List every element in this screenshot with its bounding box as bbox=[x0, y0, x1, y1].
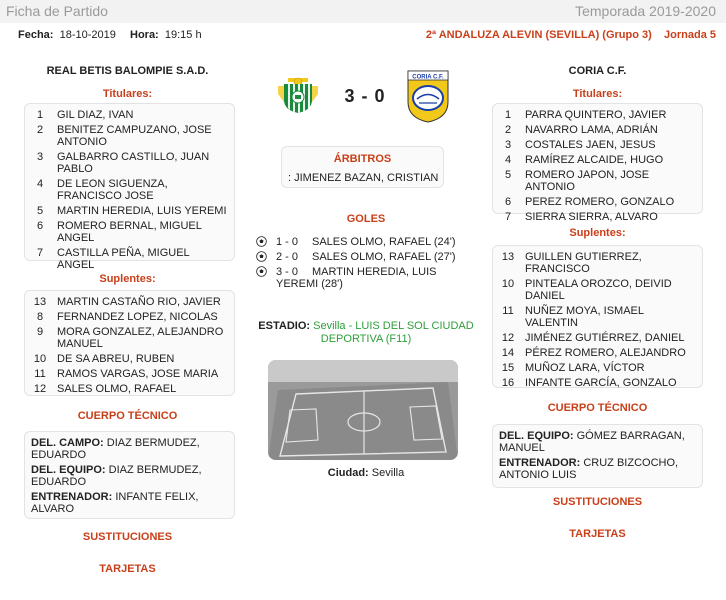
goal-scorer: MARTIN HEREDIA, LUIS YEREMI (28') bbox=[276, 266, 437, 290]
page-header-bar bbox=[0, 0, 726, 23]
goal-score: 3 - 0 bbox=[276, 266, 299, 278]
player-name[interactable]: JIMÉNEZ GUTIÉRREZ, DANIEL bbox=[525, 332, 685, 344]
arbitros-title: ÁRBITROS bbox=[333, 153, 392, 165]
player-row[interactable] bbox=[499, 124, 696, 136]
staff-name[interactable]: DIAZ BERMUDEZ, EDUARDO bbox=[31, 464, 202, 488]
player-name[interactable]: PÉREZ ROMERO, ALEJANDRO bbox=[525, 347, 686, 359]
player-row[interactable] bbox=[31, 368, 228, 380]
player-row[interactable] bbox=[31, 124, 228, 148]
player-name[interactable]: DE LEON SIGUENZA, FRANCISCO JOSE bbox=[57, 178, 168, 202]
goles-list bbox=[256, 236, 476, 293]
player-name[interactable]: INFANTE GARCÍA, GONZALO bbox=[525, 377, 677, 389]
player-number: 6 bbox=[504, 196, 512, 208]
player-row[interactable] bbox=[499, 332, 696, 344]
player-row[interactable] bbox=[499, 169, 696, 193]
player-name[interactable]: MARTIN CASTAÑO RIO, JAVIER bbox=[57, 296, 221, 308]
player-row[interactable] bbox=[499, 362, 696, 374]
player-name[interactable]: PARRA QUINTERO, JAVIER bbox=[525, 109, 667, 121]
player-name[interactable]: GUILLEN GUTIERREZ, FRANCISCO bbox=[525, 251, 642, 275]
home-suplentes-panel bbox=[24, 290, 235, 396]
player-number: 11 bbox=[502, 305, 514, 317]
staff-role: ENTRENADOR: bbox=[31, 491, 113, 503]
player-row[interactable] bbox=[499, 196, 696, 208]
away-team-name[interactable]: CORIA C.F. bbox=[568, 65, 627, 77]
season-label: Temporada 2019-2020 bbox=[575, 3, 716, 19]
player-number: 4 bbox=[36, 178, 44, 190]
page-title: Ficha de Partido bbox=[6, 3, 108, 19]
player-row[interactable] bbox=[31, 296, 228, 308]
player-number: 3 bbox=[504, 139, 512, 151]
away-staff-panel bbox=[492, 424, 703, 488]
away-suplentes-panel bbox=[492, 245, 703, 388]
player-name[interactable]: CASTILLA PEÑA, MIGUEL ANGEL bbox=[57, 247, 190, 271]
staff-role: DEL. EQUIPO: bbox=[31, 464, 106, 476]
estadio-info bbox=[256, 320, 476, 346]
player-name[interactable]: FERNANDEZ LOPEZ, NICOLAS bbox=[57, 311, 218, 323]
staff-row bbox=[31, 491, 228, 515]
staff-role: DEL. EQUIPO: bbox=[499, 430, 574, 442]
player-row[interactable] bbox=[499, 305, 696, 329]
goal-scorer: SALES OLMO, RAFAEL (27') bbox=[312, 251, 456, 263]
player-row[interactable] bbox=[31, 220, 228, 244]
away-tarjetas-title: TARJETAS bbox=[569, 528, 626, 540]
player-row[interactable] bbox=[31, 178, 228, 202]
player-row[interactable] bbox=[31, 353, 228, 365]
match-time bbox=[130, 29, 202, 41]
home-tarjetas-title: TARJETAS bbox=[99, 563, 156, 575]
estadio-value[interactable]: Sevilla - LUIS DEL SOL CIUDAD DEPORTIVA (F11) bbox=[313, 320, 474, 345]
goal-score: 1 - 0 bbox=[276, 236, 299, 248]
player-number: 12 bbox=[501, 332, 515, 344]
home-suplentes-list bbox=[25, 291, 234, 402]
staff-name[interactable]: CRUZ BIZCOCHO, ANTONIO LUIS bbox=[499, 457, 679, 481]
player-row[interactable] bbox=[31, 205, 228, 217]
goal-scorer: SALES OLMO, RAFAEL (24') bbox=[312, 236, 456, 248]
staff-role: DEL. CAMPO: bbox=[31, 437, 104, 449]
ciudad-value: Sevilla bbox=[371, 467, 405, 479]
home-team-name[interactable]: REAL BETIS BALOMPIE S.A.D. bbox=[46, 65, 209, 77]
player-number: 9 bbox=[36, 326, 44, 338]
away-staff-list bbox=[493, 425, 702, 489]
player-number: 11 bbox=[34, 368, 46, 380]
player-number: 6 bbox=[36, 220, 44, 232]
player-number: 12 bbox=[33, 383, 47, 395]
staff-role: ENTRENADOR: bbox=[499, 457, 581, 469]
player-row[interactable] bbox=[31, 247, 228, 271]
player-name[interactable]: SALES OLMO, RAFAEL bbox=[57, 383, 177, 395]
player-name[interactable]: NAVARRO LAMA, ADRIÁN bbox=[525, 124, 658, 136]
away-tecnico-title: CUERPO TÉCNICO bbox=[547, 402, 648, 414]
arbitro-name: : JIMENEZ BAZAN, CRISTIAN bbox=[288, 172, 439, 184]
player-name[interactable]: GIL DIAZ, IVAN bbox=[57, 109, 134, 121]
player-number: 10 bbox=[33, 353, 47, 365]
player-name[interactable]: MUÑOZ LARA, VÍCTOR bbox=[525, 362, 645, 374]
away-suplentes-list bbox=[493, 246, 702, 396]
arbitros-panel bbox=[281, 146, 444, 188]
player-name[interactable]: PEREZ ROMERO, GONZALO bbox=[525, 196, 675, 208]
staff-row bbox=[31, 437, 228, 461]
betis-crest-icon bbox=[274, 72, 322, 116]
player-row[interactable] bbox=[499, 109, 696, 121]
player-row[interactable] bbox=[499, 251, 696, 275]
player-number: 2 bbox=[36, 124, 44, 136]
staff-name[interactable]: INFANTE FELIX, ALVARO bbox=[31, 491, 199, 515]
away-sustituciones-title: SUSTITUCIONES bbox=[552, 496, 643, 508]
player-name[interactable]: MORA GONZALEZ, ALEJANDRO MANUEL bbox=[57, 326, 224, 350]
goal-score: 2 - 0 bbox=[276, 251, 299, 263]
player-number: 4 bbox=[504, 154, 512, 166]
player-name[interactable]: RAMÍREZ ALCAIDE, HUGO bbox=[525, 154, 664, 166]
player-row[interactable] bbox=[499, 278, 696, 302]
player-number: 3 bbox=[36, 151, 44, 163]
player-number: 1 bbox=[36, 109, 44, 121]
player-row[interactable] bbox=[31, 326, 228, 350]
player-row[interactable] bbox=[499, 154, 696, 166]
player-row[interactable] bbox=[499, 347, 696, 359]
player-name[interactable]: PINTEALA OROZCO, DEIVID DANIEL bbox=[525, 278, 672, 302]
home-titulares-list bbox=[25, 104, 234, 278]
player-name[interactable]: COSTALES JAEN, JESUS bbox=[525, 139, 656, 151]
player-number: 5 bbox=[36, 205, 44, 217]
home-staff-panel bbox=[24, 431, 235, 519]
home-titulares-title: Titulares: bbox=[102, 88, 153, 100]
goal-row bbox=[256, 251, 476, 263]
home-sustituciones-title: SUSTITUCIONES bbox=[82, 531, 173, 543]
player-name[interactable]: NUÑEZ MOYA, ISMAEL VALENTIN bbox=[525, 305, 644, 329]
player-number: 15 bbox=[501, 362, 515, 374]
player-name[interactable]: DE SA ABREU, RUBEN bbox=[57, 353, 175, 365]
player-row[interactable] bbox=[31, 151, 228, 175]
date-value: 18-10-2019 bbox=[59, 29, 116, 41]
player-number: 13 bbox=[501, 251, 515, 263]
away-titulares-title: Titulares: bbox=[572, 88, 623, 100]
match-info-row bbox=[0, 29, 726, 45]
home-staff-list bbox=[25, 432, 234, 523]
player-row[interactable] bbox=[31, 383, 228, 395]
jornada-label[interactable]: Jornada 5 bbox=[664, 29, 716, 41]
goles-title: GOLES bbox=[346, 213, 386, 225]
player-number: 8 bbox=[36, 311, 44, 323]
player-number: 7 bbox=[504, 211, 512, 223]
player-row[interactable] bbox=[499, 377, 696, 389]
player-number: 10 bbox=[501, 278, 515, 290]
player-row[interactable] bbox=[31, 311, 228, 323]
date-label: Fecha: bbox=[18, 29, 54, 41]
home-tecnico-title: CUERPO TÉCNICO bbox=[77, 410, 178, 422]
stadium-field-image bbox=[268, 360, 458, 460]
player-number: 16 bbox=[501, 377, 515, 389]
player-number: 1 bbox=[504, 109, 512, 121]
player-name[interactable]: MARTIN HEREDIA, LUIS YEREMI bbox=[57, 205, 227, 217]
player-name[interactable]: RAMOS VARGAS, JOSE MARIA bbox=[57, 368, 219, 380]
match-score: 3 - 0 bbox=[344, 86, 386, 106]
player-row[interactable] bbox=[499, 211, 696, 223]
home-titulares-panel bbox=[24, 103, 235, 271]
soccer-ball-icon bbox=[256, 236, 267, 247]
player-row[interactable] bbox=[31, 109, 228, 121]
ciudad-info bbox=[256, 467, 476, 479]
goal-row bbox=[256, 266, 476, 290]
competition-info[interactable] bbox=[426, 29, 716, 41]
player-name[interactable]: BENITEZ CAMPUZANO, JOSE ANTONIO bbox=[57, 124, 212, 148]
time-value: 19:15 h bbox=[164, 29, 202, 41]
soccer-ball-icon bbox=[256, 251, 267, 262]
coria-crest-icon bbox=[405, 68, 451, 124]
ciudad-label: Ciudad: bbox=[327, 467, 369, 479]
estadio-label: ESTADIO: bbox=[258, 320, 311, 332]
player-name[interactable]: GALBARRO CASTILLO, JUAN PABLO bbox=[57, 151, 210, 175]
away-titulares-panel bbox=[492, 103, 703, 223]
staff-row bbox=[499, 430, 696, 454]
goal-row bbox=[256, 236, 476, 248]
time-label: Hora: bbox=[130, 29, 159, 41]
player-number: 14 bbox=[501, 347, 515, 359]
staff-row bbox=[499, 457, 696, 481]
player-number: 13 bbox=[33, 296, 47, 308]
player-number: 2 bbox=[504, 124, 512, 136]
coria-crest-label: CORIA C.F. bbox=[412, 74, 444, 81]
staff-name[interactable]: DIAZ BERMUDEZ, EDUARDO bbox=[31, 437, 200, 461]
player-name[interactable]: SIERRA SIERRA, ALVARO bbox=[525, 211, 658, 223]
home-suplentes-title: Suplentes: bbox=[99, 273, 156, 285]
match-date bbox=[18, 29, 116, 41]
staff-row bbox=[31, 464, 228, 488]
player-row[interactable] bbox=[499, 139, 696, 151]
away-suplentes-title: Suplentes: bbox=[569, 227, 626, 239]
player-number: 5 bbox=[504, 169, 512, 181]
player-name[interactable]: ROMERO BERNAL, MIGUEL ANGEL bbox=[57, 220, 202, 244]
staff-name[interactable]: GÓMEZ BARRAGAN, MANUEL bbox=[499, 430, 685, 454]
away-titulares-list bbox=[493, 104, 702, 230]
player-name[interactable]: ROMERO JAPON, JOSE ANTONIO bbox=[525, 169, 650, 193]
player-number: 7 bbox=[36, 247, 44, 259]
soccer-ball-icon bbox=[256, 266, 267, 277]
competition-name[interactable]: 2ª ANDALUZA ALEVIN (SEVILLA) (Grupo 3) bbox=[425, 29, 652, 41]
